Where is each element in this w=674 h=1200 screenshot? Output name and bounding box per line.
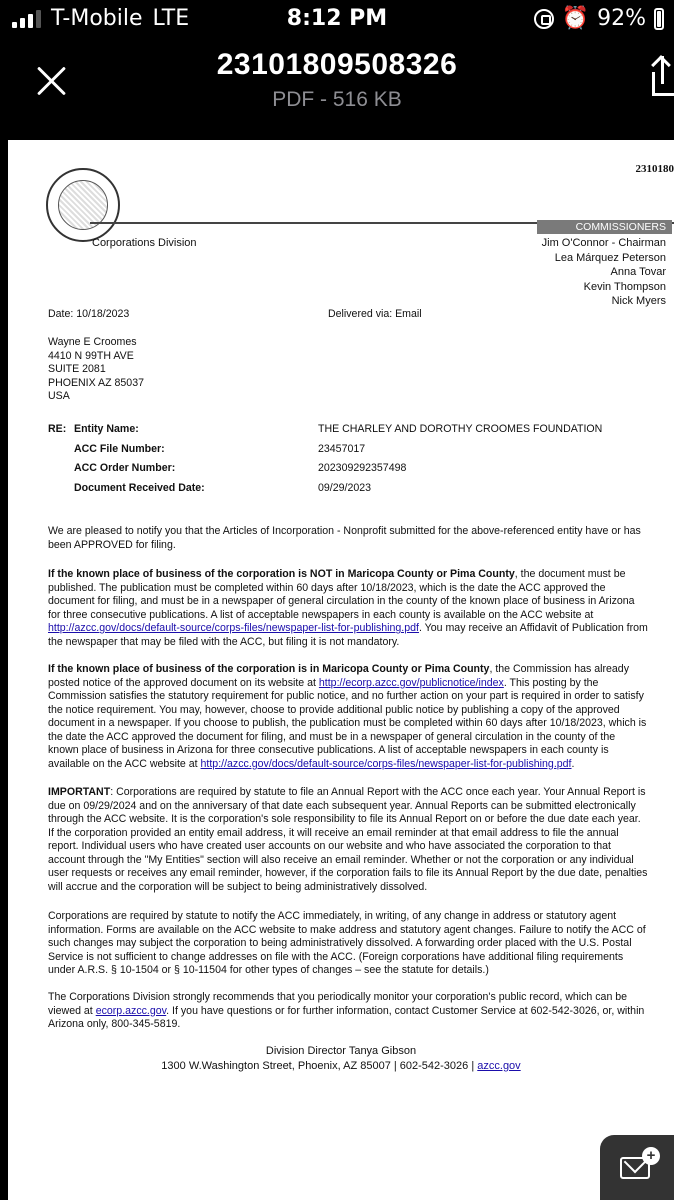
notice-paragraph [48, 663, 648, 771]
entity-row [74, 423, 664, 443]
add-markup-button[interactable] [600, 1135, 674, 1200]
footer-address-text: 1300 W.Washington Street, Phoenix, AZ 85007 | 602-542-3026 | [161, 1060, 478, 1072]
director-name: Division Director Tanya Gibson [265, 1045, 417, 1057]
commissioner: Kevin Thompson [583, 280, 666, 293]
address-line: SUITE 2081 [48, 363, 106, 376]
monitor-paragraph [48, 991, 648, 1032]
publication-heading: If the known place of business of the corporation is NOT in Maricopa County or Pima County [48, 568, 515, 580]
entity-label: ACC File Number: [74, 442, 165, 455]
ecorp-link[interactable]: ecorp.azcc.gov [95, 1004, 167, 1017]
public-notice-link[interactable]: http://ecorp.azcc.gov/publicnotice/index [318, 676, 504, 689]
footer-address [8, 1059, 674, 1074]
publication-paragraph [48, 568, 648, 649]
commissioners-label: COMMISSIONERS [537, 220, 672, 234]
carrier-label: T-Mobile [51, 6, 143, 31]
notice-tail: . [571, 757, 575, 770]
file-subtitle: PDF - 516 KB [272, 88, 402, 111]
monitor-text: The Corporations Division strongly recommends that you periodically monitor your corporation's public record, which can be viewed at [48, 991, 628, 1017]
notice-heading: If the known place of business of the corporation is in Maricopa County or Pima County [48, 663, 490, 675]
entity-row [74, 443, 664, 463]
commissioners-list [542, 236, 666, 309]
publication-text: , the document must be published. The publication must be completed within 60 days after 10/18/2023, which is the date the ACC approved the document for filing, and must be in a newspaper of general circulation in the county of the known place of business in Arizona for three consecutive publications. A list of acceptable newspapers in each county is available on the ACC website at [48, 568, 635, 621]
footer [8, 1044, 674, 1074]
commissioner: Lea Márquez Peterson [554, 251, 666, 264]
re-label: RE: [48, 423, 67, 435]
entity-value: 09/29/2023 [318, 481, 372, 494]
entity-details [74, 423, 664, 501]
battery-icon [654, 8, 664, 30]
status-right [534, 6, 664, 31]
annual-report-text: : Corporations are required by statute to file an Annual Report with the ACC once each year. Your Annual Report is due on 09/29/2024 and on the anniversary of that date each subsequent year. Annual Reports can be submitted electronically through the ACC website. It is the corporation's sole responsibility to file its Annual Report on or before the due date each year. If the corporation provided an entity email address, it will receive an email reminder at that email address to file the annual report. Individual users who have created user accounts on our website and who have associated the corporation to that account through the "My Entities" section will also receive an email reminder. Whether or not the corporation or any individual user requests or receives any email reminder, however, if the corporation fails to file its Annual Report by the due date, penalties will accrue and the corporation will be subject to being administratively dissolved. [48, 786, 648, 893]
important-label: IMPORTANT [48, 786, 111, 798]
delivery-method: Delivered via: Email [328, 308, 422, 320]
address-line: Wayne E Croomes [48, 336, 137, 348]
pdf-page[interactable] [8, 140, 674, 1200]
division-name: Corporations Division [92, 237, 197, 249]
monitor-tail: . If you have questions or for further information, contact Customer Service at 602-542-3026, or, within Arizona only, 800-345-5819. [48, 1004, 645, 1031]
entity-row [74, 462, 664, 482]
commissioner: Anna Tovar [610, 266, 666, 278]
publication-tail: . You may receive an Affidavit of Publication from the newspaper that may be filed with the ACC, but filing it is not mandatory. [48, 622, 648, 648]
document-number: 2310180 [635, 163, 674, 175]
newspaper-list-link-2[interactable]: http://azcc.gov/docs/default-source/corps-files/newspaper-list-for-publishing.pdf [200, 757, 572, 770]
address-line: USA [48, 390, 70, 403]
notice-text-2: . This posting by the Commission satisfies the statutory requirement for public notice, and no further action on your part is required in order to satisfy the notice requirement. You may, however, choose to provide additional public notice by publishing a copy of the approved document in a newspaper. If you choose to publish, the publication must be completed within 60 days after 10/18/2023, which is the date the ACC approved the document for filing, and must be in a newspaper of general circulation in the county of the known place of business in Arizona for three consecutive publications. A list of acceptable newspapers in each county is available on the ACC website at [48, 676, 647, 770]
azcc-link[interactable]: azcc.gov [477, 1060, 521, 1072]
annual-report-paragraph [48, 786, 648, 894]
entity-label: Document Received Date: [74, 481, 205, 494]
viewer-header [0, 40, 674, 120]
commissioner: Jim O'Connor - Chairman [541, 237, 666, 249]
alarm-icon: ⏰ [561, 6, 590, 31]
entity-label: Entity Name: [74, 423, 139, 435]
entity-value: 202309292357498 [318, 462, 407, 474]
file-title: 23101809508326 [216, 48, 458, 81]
clock: 8:12 PM [286, 6, 388, 31]
network-label: LTE [152, 6, 190, 31]
entity-value: THE CHARLEY AND DOROTHY CROOMES FOUNDATION [318, 423, 603, 435]
newspaper-list-link[interactable]: http://azcc.gov/docs/default-source/corps-files/newspaper-list-for-publishing.pdf [48, 622, 419, 635]
battery-percent: 92% [597, 6, 646, 31]
notice-text: , the Commission has already posted notice of the approved document on its website at [48, 663, 629, 689]
recipient-address [48, 336, 144, 404]
approval-paragraph: We are pleased to notify you that the Articles of Incorporation - Nonprofit submitted for the above-referenced entity have or has been APPROVED for filing. [48, 525, 641, 551]
entity-value: 23457017 [318, 442, 366, 455]
address-line: PHOENIX AZ 85037 [48, 376, 144, 389]
address-line: 4410 N 99TH AVE [48, 349, 134, 362]
commission-seal-icon [46, 168, 120, 242]
plus-icon: + [642, 1147, 660, 1165]
share-icon[interactable] [648, 56, 674, 98]
address-change-paragraph: Corporations are required by statute to notify the ACC immediately, in writing, of any change in address or statutory agent information. Forms are available on the ACC website to make address and statutory agent changes. Failure to notify the ACC of such changes may subject the corporation to being administratively dissolved. A forwarding order placed with the U.S. Postal Service is not sufficient to change addresses on file with the ACC. (Foreign corporations have additional filing requirements under A.R.S. § 10-1504 or § 10-11504 for other types of changes – see the statute for details.) [48, 910, 646, 977]
status-bar [0, 0, 674, 40]
entity-row [74, 482, 664, 502]
commissioner: Nick Myers [611, 295, 666, 307]
entity-label: ACC Order Number: [74, 462, 176, 474]
letter-date: Date: 10/18/2023 [48, 308, 130, 320]
orientation-lock-icon [534, 9, 554, 29]
